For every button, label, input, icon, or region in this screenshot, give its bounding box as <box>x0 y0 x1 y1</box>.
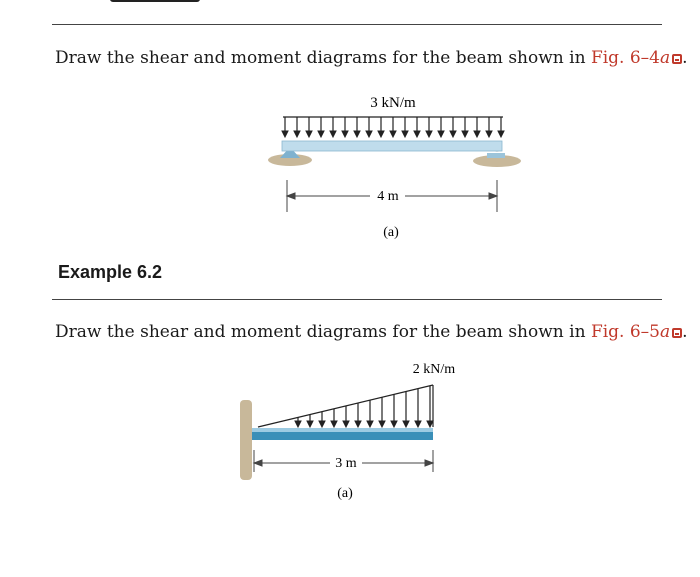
load-arrowhead <box>402 131 408 137</box>
figure-caption: (a) <box>383 225 399 240</box>
load-arrowhead <box>331 421 337 427</box>
problem-text: Draw the shear and moment diagrams for the beam shown in <box>55 48 586 68</box>
load-label: 3 kN/m <box>370 95 416 111</box>
load-arrowhead <box>355 421 361 427</box>
problem-statement-2: Draw the shear and moment diagrams for the beam shown in Fig. 6–5a . <box>55 322 688 342</box>
load-arrowhead <box>462 131 468 137</box>
external-link-icon[interactable] <box>672 328 682 338</box>
load-arrowhead <box>378 131 384 137</box>
figure-link[interactable]: Fig. 6–4a <box>591 48 682 68</box>
span-label: 3 m <box>335 456 357 471</box>
load-arrowhead <box>307 421 313 427</box>
beam <box>282 141 502 151</box>
load-arrowhead <box>294 131 300 137</box>
load-arrowhead <box>319 421 325 427</box>
load-arrowhead <box>282 131 288 137</box>
load-arrowhead <box>342 131 348 137</box>
problem-text: Draw the shear and moment diagrams for the beam shown in <box>55 322 586 342</box>
span-label: 4 m <box>377 189 399 204</box>
problem-statement-1: Draw the shear and moment diagrams for the beam shown in Fig. 6–4a . <box>55 48 688 68</box>
roller-support <box>487 153 505 158</box>
load-arrowhead <box>343 421 349 427</box>
load-arrowhead <box>367 421 373 427</box>
figure-caption: (a) <box>337 486 353 501</box>
load-arrowhead <box>306 131 312 137</box>
load-arrowhead <box>366 131 372 137</box>
load-arrowhead <box>438 131 444 137</box>
figure-link[interactable]: Fig. 6–5a <box>591 322 682 342</box>
load-arrowhead <box>415 421 421 427</box>
distributed-load-arrows <box>282 117 504 137</box>
load-label: 2 kN/m <box>412 362 456 377</box>
load-arrowhead <box>427 421 433 427</box>
example-title: Example 6.2 <box>58 262 163 282</box>
load-arrowhead <box>486 131 492 137</box>
triangular-load-arrows <box>258 385 433 427</box>
load-arrowhead <box>414 131 420 137</box>
load-arrowhead <box>354 131 360 137</box>
load-arrowhead <box>379 421 385 427</box>
fixed-wall <box>240 400 252 480</box>
load-arrowhead <box>391 421 397 427</box>
load-arrowhead <box>390 131 396 137</box>
load-arrowhead <box>426 131 432 137</box>
cantilever-beam-top <box>252 428 433 432</box>
load-arrowhead <box>330 131 336 137</box>
section-divider <box>52 299 662 300</box>
load-arrowhead <box>318 131 324 137</box>
load-arrowhead <box>295 421 301 427</box>
load-arrowhead <box>498 131 504 137</box>
load-arrowhead <box>474 131 480 137</box>
load-arrowhead <box>450 131 456 137</box>
load-arrowhead <box>403 421 409 427</box>
